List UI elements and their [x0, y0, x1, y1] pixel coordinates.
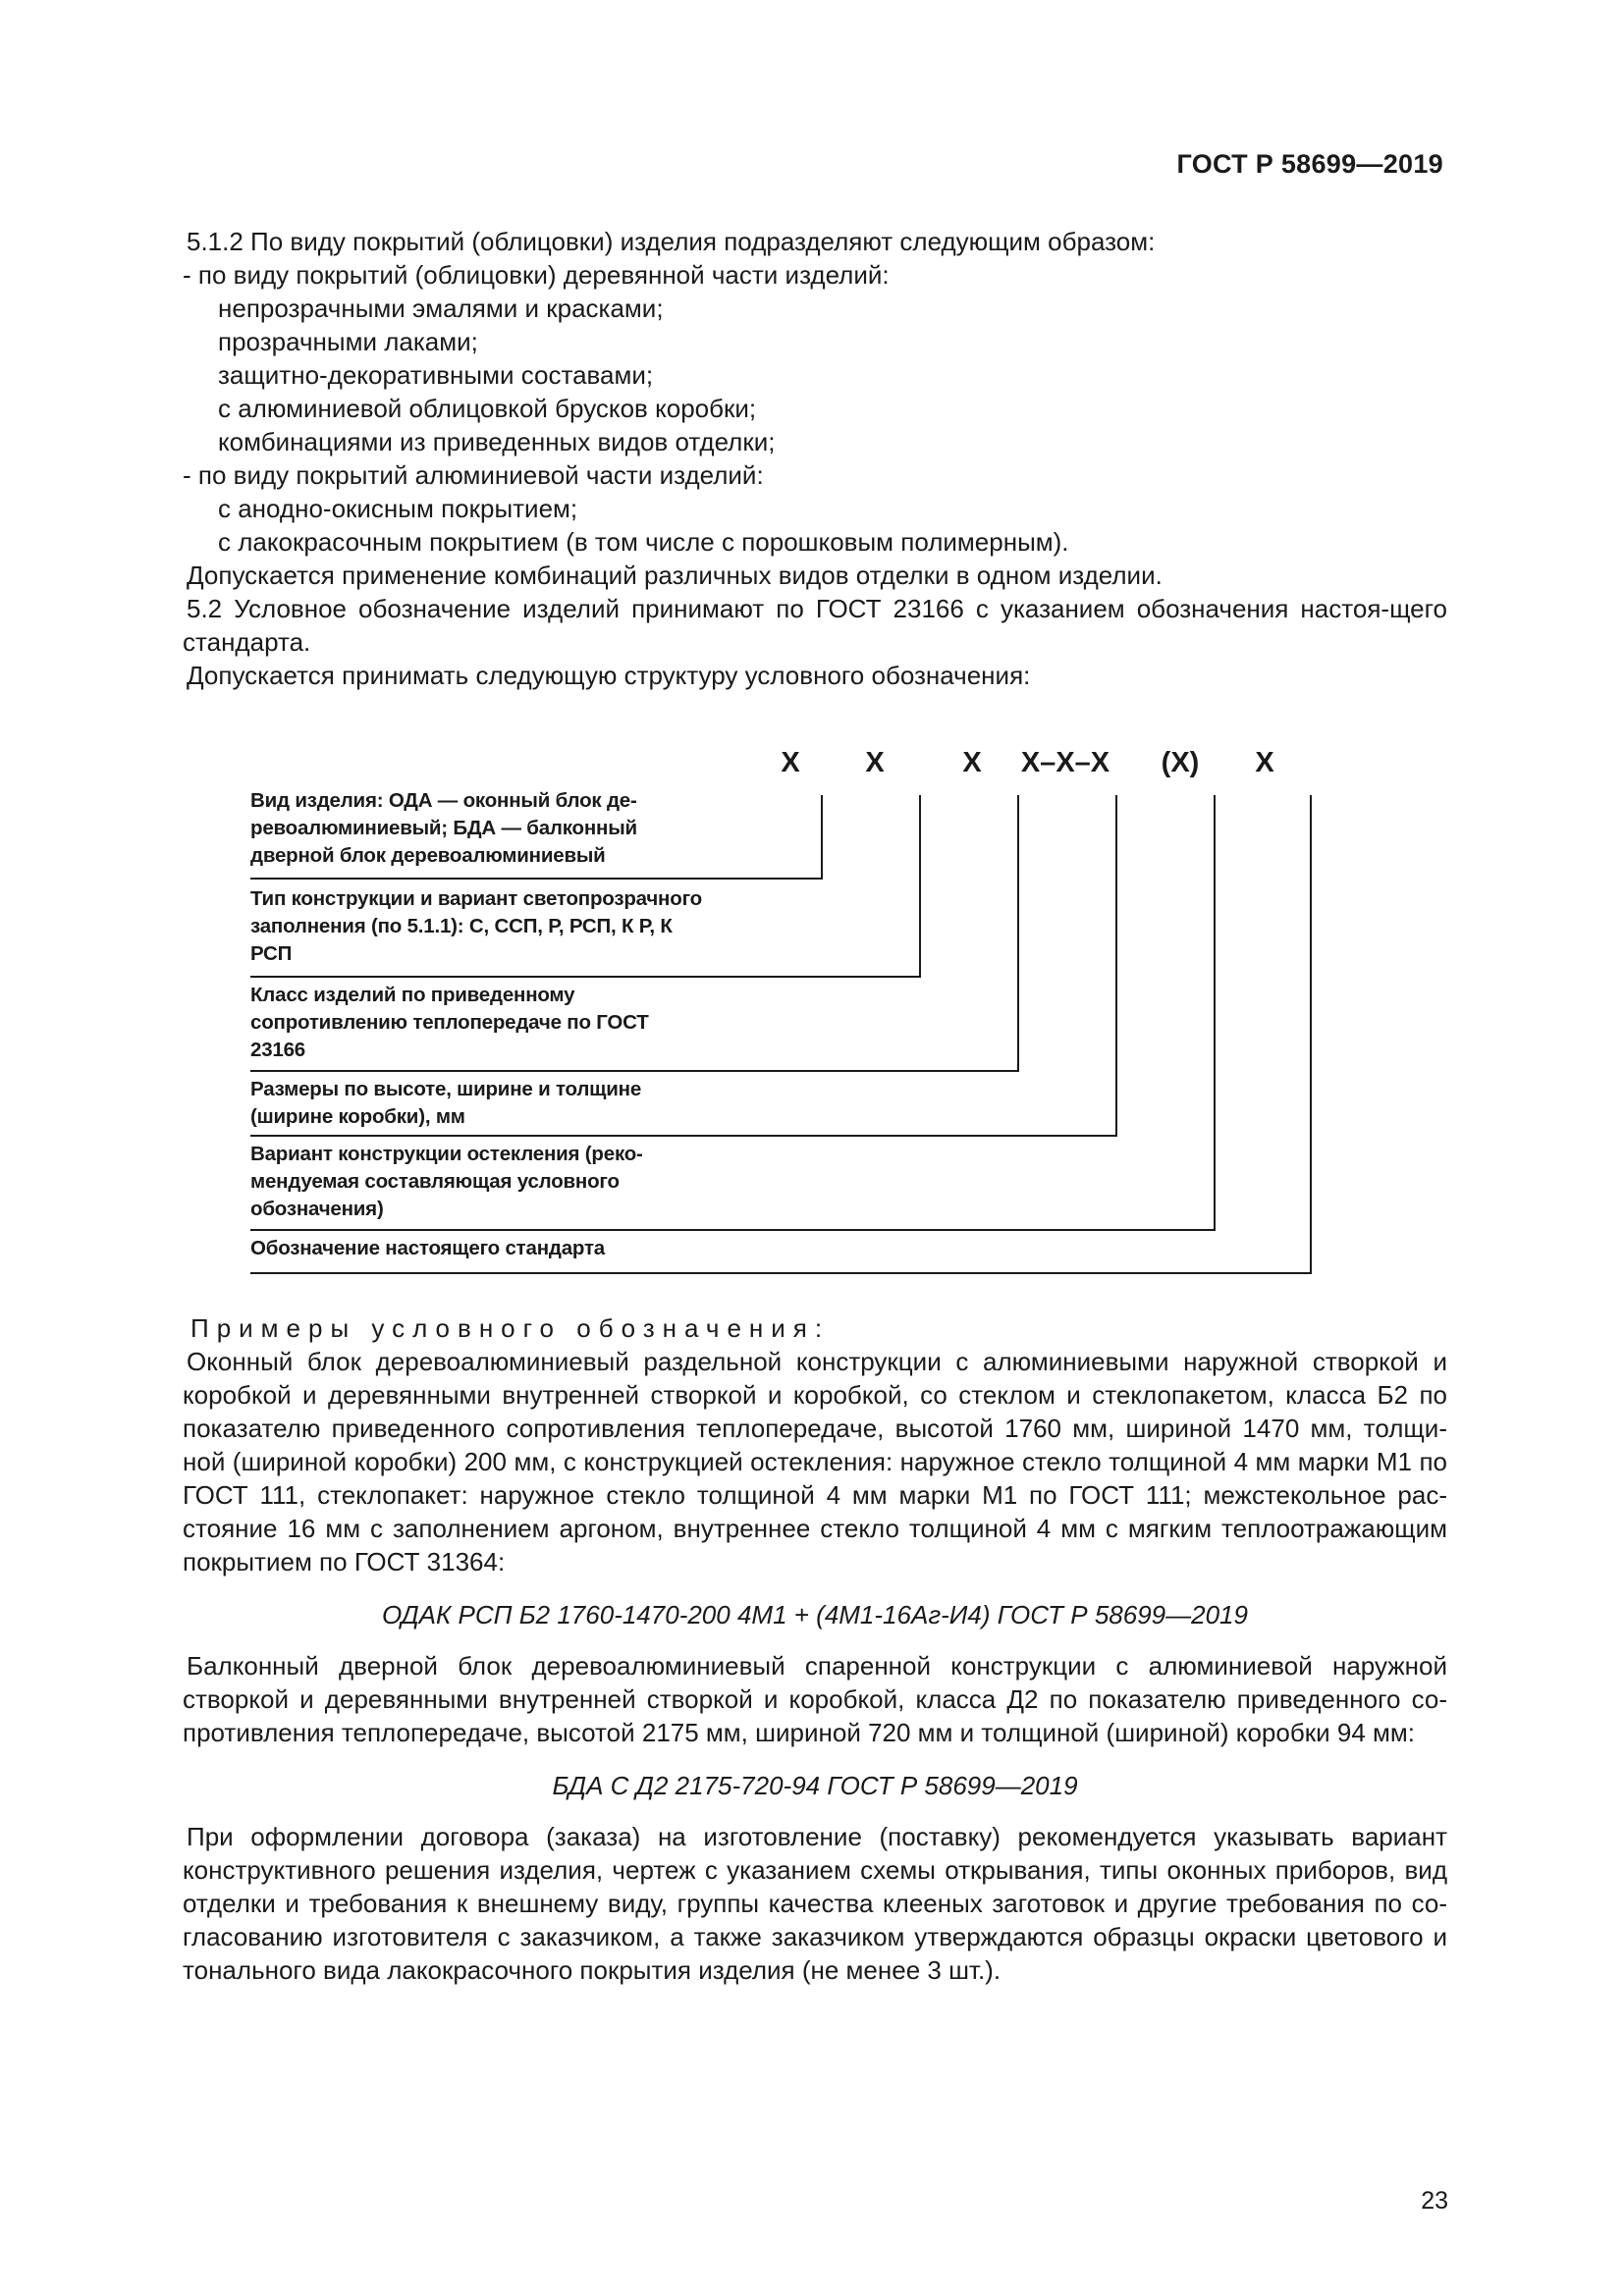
segment-divider — [250, 1070, 1019, 1072]
examples-section — [183, 1311, 1447, 1987]
segment-divider — [250, 1135, 1117, 1137]
diagram-symbol: Х — [1255, 747, 1274, 778]
list-item: с анодно-окисным покрытием; — [218, 494, 578, 523]
list-item: комбинациями из приведенных видов отделки; — [218, 427, 776, 456]
example-1-designation: ОДАК РСП Б2 1760-1470-200 4М1 + (4М1-16Аг-И4) ГОСТ Р 58699—2019 — [382, 1600, 1248, 1629]
segment-glazing-variant: Вариант конструкции остекления (реко-мендуемая составляющая условного обозначения) — [250, 1143, 643, 1220]
segment-standard-designation: Обозначение настоящего стандарта — [250, 1237, 605, 1259]
segment-divider — [250, 1229, 1216, 1231]
segment-connector — [919, 795, 921, 978]
example-1-description: Оконный блок деревоалюминиевый раздельной конструкции с алюминиевыми наружной створкой и коробкой и деревянными внутренней створкой и коробкой, со стеклом и стеклопакетом, класса Б2 по показателю приведенного сопротивления теплопередаче, высотой 1760 мм, шириной 1470 мм, толщи-ной (шириной коробки) 200 мм, с конструкцией остекления: наружное стекло толщиной 4 мм марки М1 по ГОСТ 111, стеклопакет: наружное стекло толщиной 4 мм марки М1 по ГОСТ 111; межстекольное рас-стояние 16 мм с заполнением аргоном, внутреннее стекло толщиной 4 мм с мягким теплоотражающим покрытием по ГОСТ 31364: — [183, 1347, 1447, 1576]
segment-divider — [250, 976, 921, 978]
example-2-description: Балконный дверной блок деревоалюминиевый спаренной конструкции с алюминиевой наружной створкой и деревянными внутренней створкой и коробкой, класса Д2 по показателю приведенного со-противления теплопередаче, высотой 2175 мм, шириной 720 мм и толщиной (шириной) коробки 94 мм: — [183, 1651, 1447, 1747]
standard-header: ГОСТ Р 58699—2019 — [1176, 149, 1443, 179]
paragraph-5-1-2: 5.1.2 По виду покрытий (облицовки) изделия подразделяют следующим образом: — [187, 227, 1156, 256]
segment-product-type: Вид изделия: ОДА — оконный блок де-ревоалюминиевый; БДА — балконный дверной блок деревоалюминиевый — [250, 789, 637, 867]
segment-divider — [250, 1272, 1312, 1274]
contract-paragraph: При оформлении договора (заказа) на изготовление (поставку) рекомендуется указывать вариант конструктивного решения изделия, чертеж с указанием схемы открывания, типы оконных приборов, вид отделки и требования к внешнему виду, группы качества клееных заготовок и другие требования по со-гласованию изготовителя с заказчиком, а также заказчиком утверждаются образцы окраски цветового и тонального вида лакокрасочного покрытия изделия (не менее 3 шт.). — [183, 1822, 1447, 1985]
examples-heading: Примеры условного обозначения: — [190, 1313, 831, 1343]
structure-note: Допускается принимать следующую структуру условного обозначения: — [187, 661, 1031, 690]
segment-connector — [1214, 795, 1216, 1231]
segment-heat-class: Класс изделий по приведенному сопротивлению теплопередаче по ГОСТ 23166 — [250, 984, 649, 1061]
list-item: защитно-декоративными составами; — [218, 360, 654, 390]
designation-structure-diagram — [250, 746, 1330, 1296]
section-5-1-2 — [183, 225, 1447, 692]
diagram-symbol: Х — [781, 747, 800, 778]
list-item: прозрачными лаками; — [218, 327, 478, 356]
wood-coatings-heading: - по виду покрытий (облицовки) деревянной части изделий: — [183, 260, 890, 290]
combination-note: Допускается применение комбинаций различных видов отделки в одном изделии. — [187, 561, 1163, 590]
list-item: непрозрачными эмалями и красками; — [218, 294, 664, 323]
page-number: 23 — [1421, 2187, 1448, 2215]
diagram-symbol: Х–Х–Х — [1020, 747, 1110, 778]
list-item: с алюминиевой облицовкой брусков коробки; — [218, 394, 757, 423]
segment-construction-type: Тип конструкции и вариант светопрозрачного заполнения (по 5.1.1): С, ССП, Р, РСП, К Р, К РСП — [250, 887, 702, 965]
diagram-symbol: Х — [962, 747, 982, 778]
list-item: с лакокрасочным покрытием (в том числе с порошковым полимерным). — [218, 527, 1069, 557]
aluminium-coatings-heading: - по виду покрытий алюминиевой части изделий: — [183, 460, 764, 490]
segment-connector — [1115, 795, 1117, 1137]
example-2-designation: БДА С Д2 2175-720-94 ГОСТ Р 58699—2019 — [552, 1771, 1078, 1800]
segment-divider — [250, 878, 823, 880]
diagram-symbol: (Х) — [1161, 747, 1200, 778]
segment-connector — [821, 795, 823, 880]
segment-connector — [1310, 795, 1312, 1274]
diagram-symbol: Х — [865, 747, 885, 778]
segment-connector — [1017, 795, 1019, 1072]
paragraph-5-2: 5.2 Условное обозначение изделий принимают по ГОСТ 23166 с указанием обозначения настоя-щего стандарта. — [183, 594, 1447, 657]
segment-dimensions: Размеры по высоте, ширине и толщине (ширине коробки), мм — [250, 1078, 642, 1128]
